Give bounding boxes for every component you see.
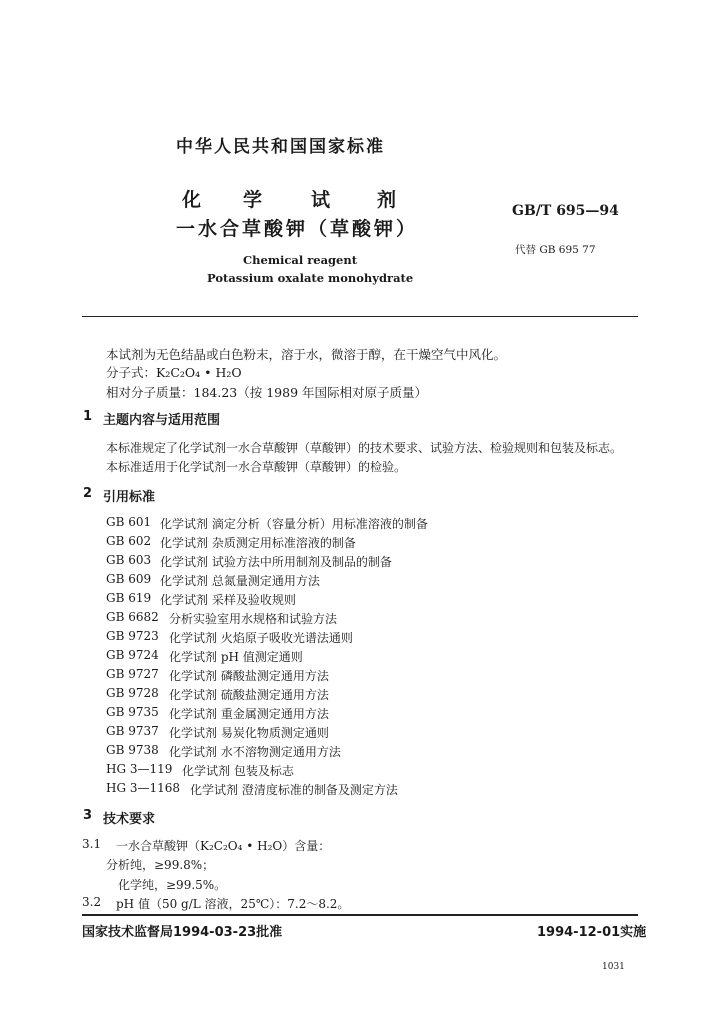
reference-code: GB 9727 (106, 667, 159, 681)
approval-line: 国家技术监督局1994-03-23批准 (82, 925, 283, 940)
reference-title: 化学试剂 试验方法中所用制剂及制品的制备 (160, 555, 392, 569)
section-2-title: 引用标准 (103, 490, 156, 505)
title-char: 试 (311, 189, 331, 211)
reference-title: 化学试剂 包装及标志 (182, 764, 294, 778)
section-2-number: 2 (83, 486, 93, 501)
reference-title: 化学试剂 pH 值测定通则 (169, 650, 303, 664)
header-divider (82, 316, 638, 317)
reference-title: 化学试剂 磷酸盐测定通用方法 (169, 669, 329, 683)
reference-code: GB 601 (106, 515, 152, 529)
reference-code: GB 9724 (106, 648, 159, 662)
reference-title: 化学试剂 易炭化物质测定通则 (169, 726, 329, 740)
reference-code: GB 603 (106, 553, 152, 567)
title-char: 学 (243, 189, 263, 211)
reference-code: GB 6682 (106, 610, 159, 624)
grade-analytical: 分析纯，≥99.8%； (106, 858, 215, 872)
clause-3-1-text: 一水合草酸钾（K₂C₂O₄ • H₂O）含量： (116, 839, 331, 853)
issuing-authority: 中华人民共和国国家标准 (176, 137, 385, 157)
title-char: 剂 (377, 189, 397, 211)
page-number: 1031 (602, 962, 625, 972)
reference-title: 分析实验室用水规格和试验方法 (169, 612, 338, 626)
title-line-2: 一水合草酸钾（草酸钾） (176, 218, 419, 240)
title-line-1 (176, 185, 408, 209)
section-3-number: 3 (83, 808, 93, 823)
reference-code: GB 9737 (106, 724, 159, 738)
section-1-number: 1 (83, 409, 93, 424)
reference-code: HG 3—1168 (106, 781, 181, 795)
reference-title: 化学试剂 采样及验收规则 (160, 593, 296, 607)
molecular-formula: 分子式：K₂C₂O₄ • H₂O (106, 365, 242, 380)
reference-title: 化学试剂 重金属测定通用方法 (169, 707, 329, 721)
reference-code: GB 609 (106, 572, 152, 586)
effective-date: 1994-12-01实施 (537, 925, 647, 940)
reference-code: GB 619 (106, 591, 152, 605)
title-english-line-2: Potassium oxalate monohydrate (207, 271, 414, 285)
reference-code: GB 9723 (106, 629, 159, 643)
clause-3-2-text: pH 值（50 g/L 溶液，25℃）：7.2～8.2。 (116, 897, 350, 911)
reference-title: 化学试剂 澄清度标准的制备及测定方法 (190, 783, 398, 797)
reference-code: GB 9738 (106, 743, 159, 757)
section-1-paragraph-1: 本标准规定了化学试剂一水合草酸钾（草酸钾）的技术要求、试验方法、检验规则和包装及标志。 (106, 441, 623, 455)
reference-code: HG 3—119 (106, 762, 173, 776)
grade-chemical: 化学纯，≥99.5%。 (118, 878, 227, 892)
footer-divider (82, 914, 638, 916)
reference-title: 化学试剂 总氮量测定通用方法 (160, 574, 320, 588)
title-english-line-1: Chemical reagent (243, 253, 358, 267)
reference-title: 化学试剂 火焰原子吸收光谱法通则 (169, 631, 353, 645)
section-1-title: 主题内容与适用范围 (103, 413, 221, 428)
standard-number: GB/T 695—94 (512, 203, 619, 219)
reference-code: GB 9728 (106, 686, 159, 700)
reference-code: GB 9735 (106, 705, 159, 719)
section-1-paragraph-2: 本标准适用于化学试剂一水合草酸钾（草酸钾）的检验。 (106, 460, 407, 474)
reference-code: GB 602 (106, 534, 152, 548)
molecular-mass: 相对分子质量：184.23（按 1989 年国际相对原子质量） (106, 385, 427, 400)
clause-3-1-number: 3.1 (82, 837, 102, 851)
reference-title: 化学试剂 滴定分析（容量分析）用标准溶液的制备 (160, 517, 428, 531)
replaces-standard: 代替 GB 695 77 (515, 244, 596, 256)
reference-title: 化学试剂 硫酸盐测定通用方法 (169, 688, 329, 702)
reference-title: 化学试剂 水不溶物测定通用方法 (169, 745, 341, 759)
reagent-description: 本试剂为无色结晶或白色粉末，溶于水，微溶于醇，在干燥空气中风化。 (106, 347, 507, 362)
reference-title: 化学试剂 杂质测定用标准溶液的制备 (160, 536, 356, 550)
clause-3-2-number: 3.2 (82, 895, 102, 909)
section-3-title: 技术要求 (103, 812, 156, 827)
title-char: 化 (182, 189, 202, 211)
